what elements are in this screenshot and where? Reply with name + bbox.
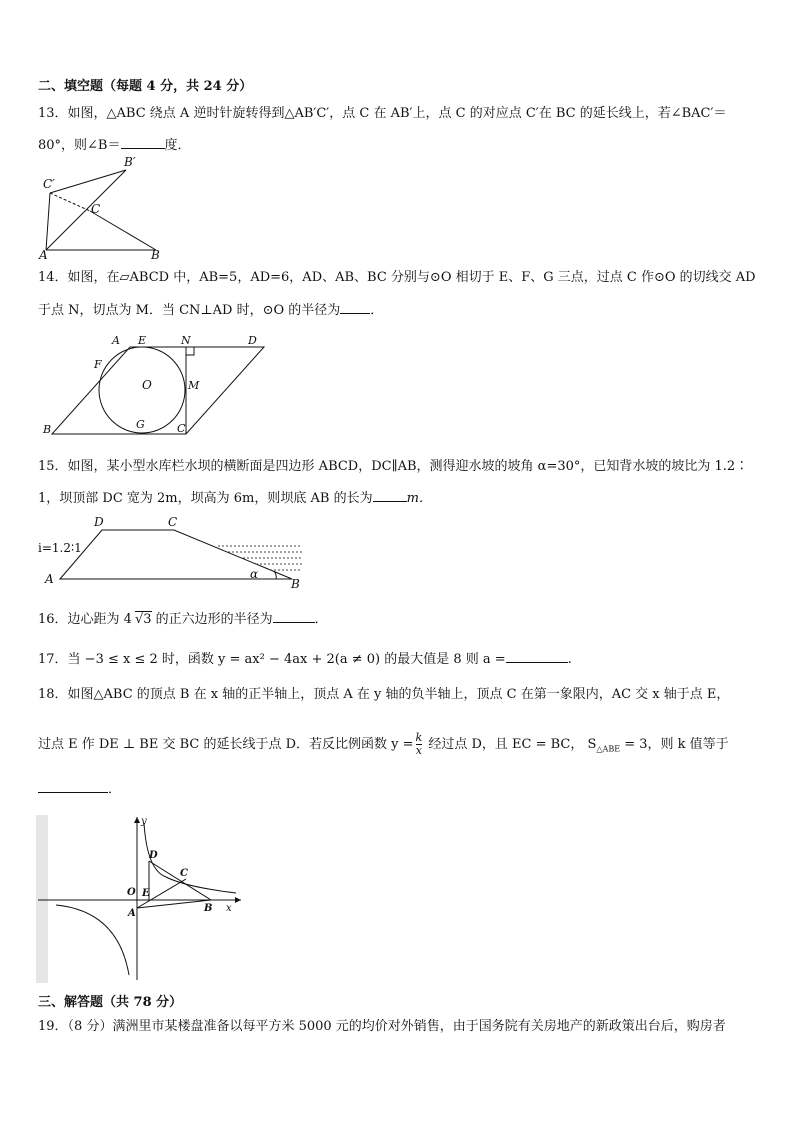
q18-text-pre: 过点 E 作 DE ⊥ BE 交 BC 的延长线于点 D．若反比例函数 y =: [38, 737, 414, 752]
q18-text-end: ．: [108, 782, 122, 797]
q15-text-line1: 15．如图，某小型水库栏水坝的横断面是四边形 ABCD，DC∥AB，测得迎水坡的坡角 α=30°，已知背水坡的坡比为 1.2∶: [38, 459, 749, 474]
q18-frac-numerator: k: [415, 731, 423, 744]
q16-sqrt: √3: [134, 612, 152, 627]
q15-label-alpha: α: [250, 567, 259, 581]
q14-label-C: C: [177, 422, 186, 435]
q19-text-line1: 19．（8 分）满洲里市某楼盘准备以每平方米 5000 元的均价对外销售，由于国务院有关房地产的新政策出台后，购房者: [38, 1019, 726, 1034]
q15-text-post: m．: [406, 491, 432, 506]
q18-text-line1: 18．如图△ABC 的顶点 B 在 x 轴的正半轴上，顶点 A 在 y 轴的负半轴上，顶点 C 在第一象限内，AC 交 x 轴于点 E，: [38, 687, 730, 702]
q15-label-D: D: [94, 515, 104, 529]
q18-label-y: y: [141, 816, 147, 827]
q14-right-angle-mark: [186, 347, 194, 355]
q14-label-F: F: [94, 358, 102, 371]
q13-label-B-prime: B′: [124, 155, 136, 169]
q17-text-pre: 17．当 −3 ≤ x ≤ 2 时，函数 y = ax² − 4ax + 2(a ≠ 0) 的最大值是 8 则 a =: [38, 652, 506, 667]
q14-label-B: B: [43, 423, 52, 436]
q13-seg-C-prime-C-dashed: [50, 193, 90, 211]
q13-label-A: A: [39, 248, 48, 262]
q18-hyperbola-branch-2: [56, 905, 129, 975]
q18-label-D: D: [149, 850, 158, 861]
q13-seg-CB: [90, 211, 156, 250]
q13-text-pre: 80°，则∠B＝: [38, 138, 121, 153]
q13-seg-AC-prime: [46, 193, 50, 250]
q16-text-post: 的正六边形的半径为: [151, 612, 273, 627]
q13-text-line1: 13．如图，△ABC 绕点 A 逆时针旋转得到△AB′C′，点 C 在 AB′上，点 C 的对应点 C′在 BC 的延长线上，若∠BAC′＝: [38, 106, 727, 121]
q14-text-post: ．: [370, 303, 384, 318]
q18-label-E: E: [142, 888, 150, 899]
q18-label-C: C: [180, 868, 188, 879]
q13-answer-blank[interactable]: [121, 136, 165, 149]
q15-figure: [38, 514, 308, 592]
q14-text-line2: [38, 301, 383, 320]
q18-x-arrow: [235, 897, 241, 903]
q16-sqrt-radicand: 3: [143, 612, 152, 627]
q14-label-O: O: [142, 378, 152, 392]
q18-subscript: △ABE: [596, 744, 621, 754]
q17-text-end: .: [567, 652, 572, 667]
q13-figure: [38, 155, 168, 263]
q15-label-B: B: [291, 577, 300, 591]
q13-label-C-prime: C′: [43, 177, 55, 191]
q14-label-A: A: [112, 334, 120, 347]
q16-text-end: ．: [314, 612, 328, 627]
q18-label-A: A: [128, 908, 136, 919]
q14-figure: [38, 328, 278, 438]
q18-y-arrow: [134, 817, 140, 823]
q18-frac-denominator: x: [415, 744, 422, 757]
q14-text-line1: 14．如图，在▱ABCD 中，AB=5，AD=6，AD、AB、BC 分别与⊙O 相切于 E、F、G 三点，过点 C 作⊙O 的切线交 AD: [38, 270, 756, 285]
q16-answer-blank[interactable]: [273, 610, 315, 623]
q15-text-pre: 1，坝顶部 DC 宽为 2m，坝高为 6m，则坝底 AB 的长为: [38, 491, 373, 506]
q17-answer-blank[interactable]: [506, 650, 568, 663]
q16-text-pre: 16．边心距为 4: [38, 612, 132, 627]
q13-label-B: B: [151, 248, 160, 262]
section-heading-fill-in: 二、填空题（每题 4 分，共 24 分）: [38, 79, 253, 94]
q14-label-E: E: [138, 334, 147, 347]
q18-figure: [36, 815, 246, 983]
q14-label-M: M: [188, 379, 200, 392]
q18-scan-shading-left: [36, 815, 48, 983]
q18-label-x: x: [226, 903, 232, 914]
q18-text-line2: [38, 732, 729, 759]
q14-label-G: G: [136, 418, 145, 431]
q13-text-line2: [38, 136, 191, 155]
q16-text: [38, 610, 328, 629]
q18-text-post: = 3，则 k 值等于: [620, 737, 729, 752]
q18-fraction: [416, 732, 423, 757]
q13-label-C: C: [91, 202, 101, 216]
q15-label-C: C: [168, 515, 178, 529]
q15-label-A: A: [45, 572, 54, 586]
q15-label-ratio: i=1.2∶1: [38, 541, 82, 555]
q18-hyperbola-branch-1: [144, 823, 236, 893]
q18-text-line3: [38, 780, 121, 799]
q14-label-D: D: [248, 334, 257, 347]
q14-parallelogram: [52, 347, 264, 434]
q18-answer-blank[interactable]: [38, 780, 108, 793]
q14-text-pre: 于点 N，切点为 M．当 CN⊥AD 时，⊙O 的半径为: [38, 303, 341, 318]
q18-seg-DB: [149, 861, 211, 900]
q13-text-post: 度．: [164, 138, 191, 153]
q14-answer-blank[interactable]: [340, 301, 370, 314]
q18-label-B: B: [204, 903, 213, 914]
q15-text-line2: [38, 489, 432, 508]
q15-answer-blank[interactable]: [373, 489, 407, 502]
section-heading-solutions: 三、解答题（共 78 分）: [38, 995, 183, 1010]
q18-text-mid: 经过点 D，且 EC = BC， S: [424, 737, 597, 752]
q18-label-O: O: [127, 887, 136, 898]
q14-label-N: N: [181, 334, 191, 347]
q17-text: [38, 650, 572, 669]
